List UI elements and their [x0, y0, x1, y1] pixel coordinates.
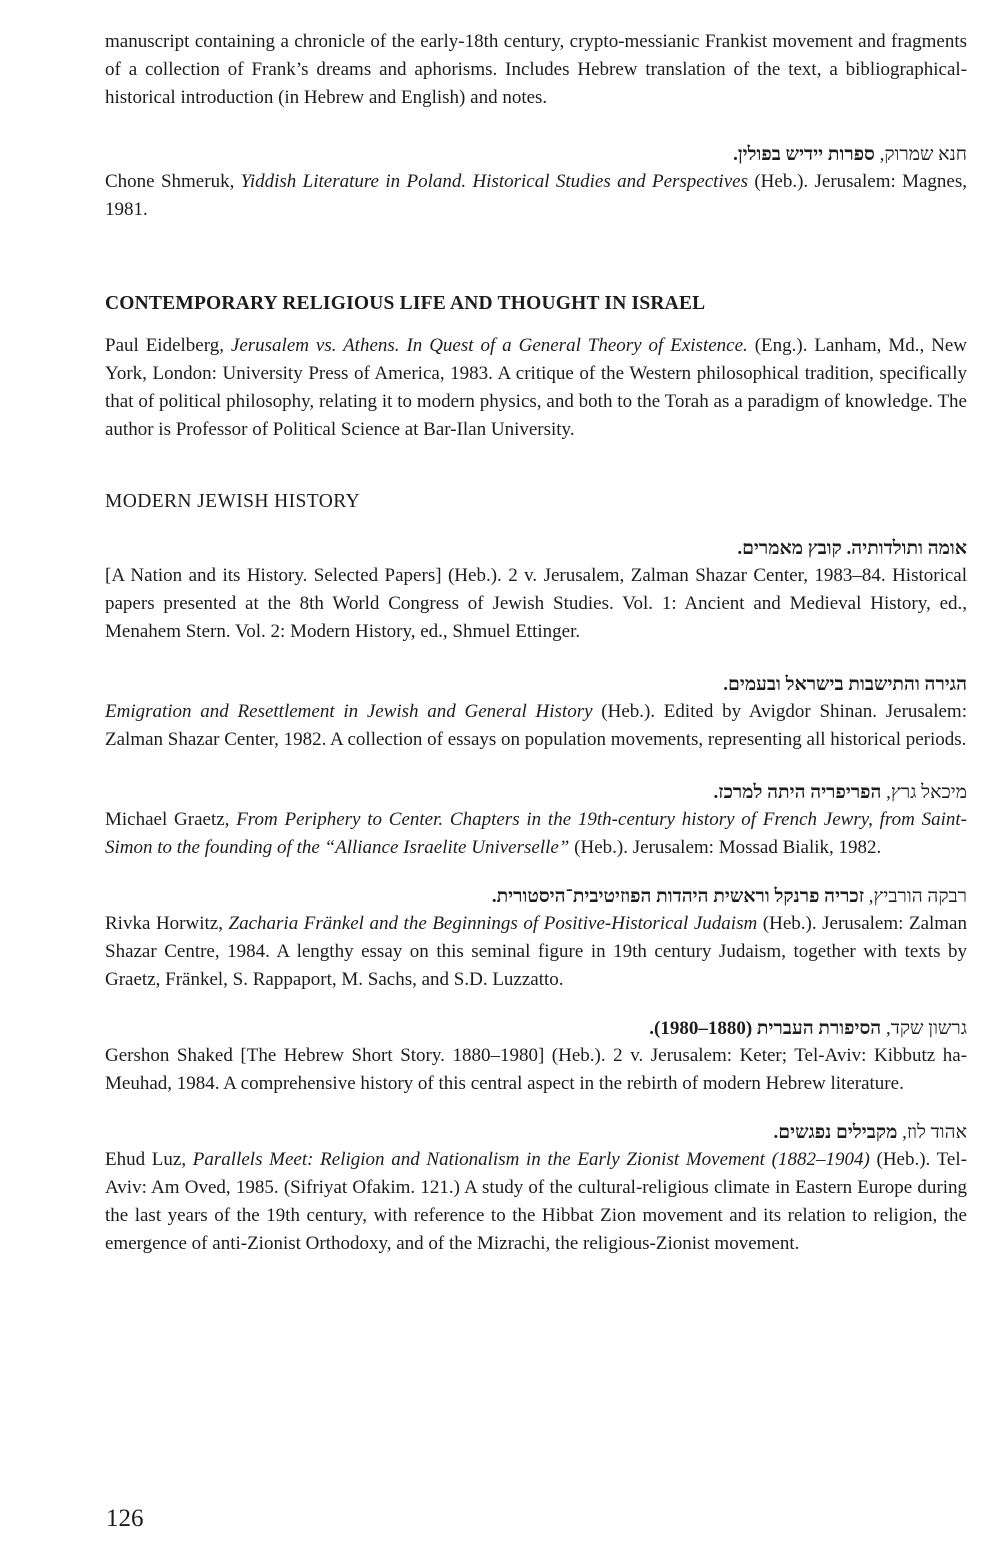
- entry-hagira: [105, 672, 967, 754]
- citation-details: (Heb.). Tel-Aviv: Am Oved, 1985. (Sifriyat Ofakim. 121.) A study of the cultural-religious climate in Eastern Europe during the last years of the 19th century, with reference to the Hibbat Zion movement and its relation to religion, the emergence of anti-Zionist Orthodoxy, and of the Mizrachi, the religious-Zionist movement.: [105, 1149, 967, 1254]
- section-heading: CONTEMPORARY RELIGIOUS LIFE AND THOUGHT IN ISRAEL: [105, 293, 706, 314]
- hebrew-title: הגירה והתישבות בישראל ובעמים.: [723, 674, 967, 695]
- hebrew-book-title: זכריה פרנקל וראשית היהדות הפוזיטיבית־היסטורית.: [491, 886, 869, 907]
- citation-author: Michael Graetz,: [105, 809, 237, 830]
- citation-title: Parallels Meet: Religion and Nationalism in the Early Zionist Movement (1882–1904): [192, 1149, 870, 1170]
- citation-details: (Heb.). Jerusalem: Magnes, 1981.: [105, 171, 968, 220]
- hebrew-title: [105, 780, 967, 806]
- hebrew-book-title: ספרות יידיש בפולין.: [733, 144, 880, 165]
- citation-title: Zacharia Fränkel and the Beginnings of Positive-Historical Judaism: [228, 913, 758, 934]
- hebrew-author: אהוד לוז,: [902, 1122, 967, 1143]
- hebrew-book-title: הסיפורת העברית (1880–1980).: [649, 1018, 886, 1039]
- citation-title: From Periphery to Center. Chapters in the 19th-century history of French Jewry, from Saint-Simon to the founding of the “Alliance Israelite Universelle”: [105, 809, 967, 858]
- entry-shaked: [105, 1016, 967, 1098]
- citation: [105, 698, 967, 754]
- citation-author: Ehud Luz,: [105, 1149, 193, 1170]
- entry-graetz: [105, 780, 967, 862]
- hebrew-author: רבקה הורביץ,: [868, 886, 967, 907]
- citation: [105, 806, 967, 862]
- hebrew-title: אומה ותולדותיה. קובץ מאמרים.: [737, 538, 967, 559]
- citation: [105, 910, 967, 994]
- entry-eidelberg: [105, 332, 967, 444]
- hebrew-title: [105, 1120, 967, 1146]
- citation: [105, 562, 967, 646]
- citation-details: (Heb.). Edited by Avigdor Shinan. Jerusalem: Zalman Shazar Center, 1982. A collection of essays on population movements, representing all historical periods.: [105, 701, 967, 750]
- citation-details: (Eng.). Lanham, Md., New York, London: University Press of America, 1983. A critique of the Western philosophical tradition, specifically that of political philosophy, relating it to modern physics, and both to the Torah as a paradigm of knowledge. The author is Professor of Political Science at Bar-Ilan University.: [105, 335, 968, 440]
- entry-luz: [105, 1120, 967, 1258]
- page-number: 126: [106, 1505, 144, 1532]
- intro-text: manuscript containing a chronicle of the early-18th century, crypto-messianic Frankist movement and fragments of a collection of Frank’s dreams and aphorisms. Includes Hebrew translation of the text, a bibliographical-historical introduction (in Hebrew and English) and notes.: [105, 31, 967, 108]
- citation-title: Yiddish Literature in Poland. Historical Studies and Perspectives: [240, 171, 748, 192]
- hebrew-author: חנא שמרוק,: [879, 144, 967, 165]
- hebrew-book-title: הפריפריה היתה למרכז.: [713, 782, 887, 803]
- hebrew-author: גרשון שקד,: [885, 1018, 967, 1039]
- hebrew-book-title: מקבילים נפגשים.: [773, 1122, 903, 1143]
- entry-horwitz: [105, 884, 967, 994]
- intro-paragraph: [105, 28, 967, 112]
- hebrew-author: מיכאל גרץ,: [886, 782, 967, 803]
- citation-author: Rivka Horwitz,: [105, 913, 229, 934]
- citation: [105, 1146, 967, 1258]
- citation-author: Paul Eidelberg,: [105, 335, 231, 356]
- citation-text: [A Nation and its History. Selected Papers] (Heb.). 2 v. Jerusalem, Zalman Shazar Center, 1983–84. Historical papers presented at the 8th World Congress of Jewish Studies. Vol. 1: Ancient and Medieval History, ed., Menahem Stern. Vol. 2: Modern History, ed., Shmuel Ettinger.: [105, 565, 967, 642]
- citation: [105, 168, 967, 224]
- hebrew-title: [105, 884, 967, 910]
- citation-title: Emigration and Resettlement in Jewish and General History: [105, 701, 593, 722]
- section-heading: MODERN JEWISH HISTORY: [105, 491, 361, 512]
- entry-uma: [105, 536, 967, 646]
- entry-shmeruk: [105, 142, 967, 224]
- hebrew-title: [105, 1016, 967, 1042]
- citation: [105, 1042, 967, 1098]
- citation-author: Chone Shmeruk,: [105, 171, 241, 192]
- citation-text: Gershon Shaked [The Hebrew Short Story. 1880–1980] (Heb.). 2 v. Jerusalem: Keter; Tel-Aviv: Kibbutz ha-Meuhad, 1984. A comprehensive history of this central aspect in the rebirth of modern Hebrew literature.: [105, 1045, 967, 1094]
- citation-title: Jerusalem vs. Athens. In Quest of a General Theory of Existence.: [230, 335, 748, 356]
- citation-details: (Heb.). Jerusalem: Mossad Bialik, 1982.: [569, 837, 882, 858]
- page-body: [105, 20, 967, 1258]
- citation-details: (Heb.). Jerusalem: Zalman Shazar Centre, 1984. A lengthy essay on this seminal figure in 19th century Judaism, together with texts by Graetz, Fränkel, S. Rappaport, M. Sachs, and S.D. Luzzatto.: [105, 913, 967, 990]
- hebrew-title: [105, 142, 967, 168]
